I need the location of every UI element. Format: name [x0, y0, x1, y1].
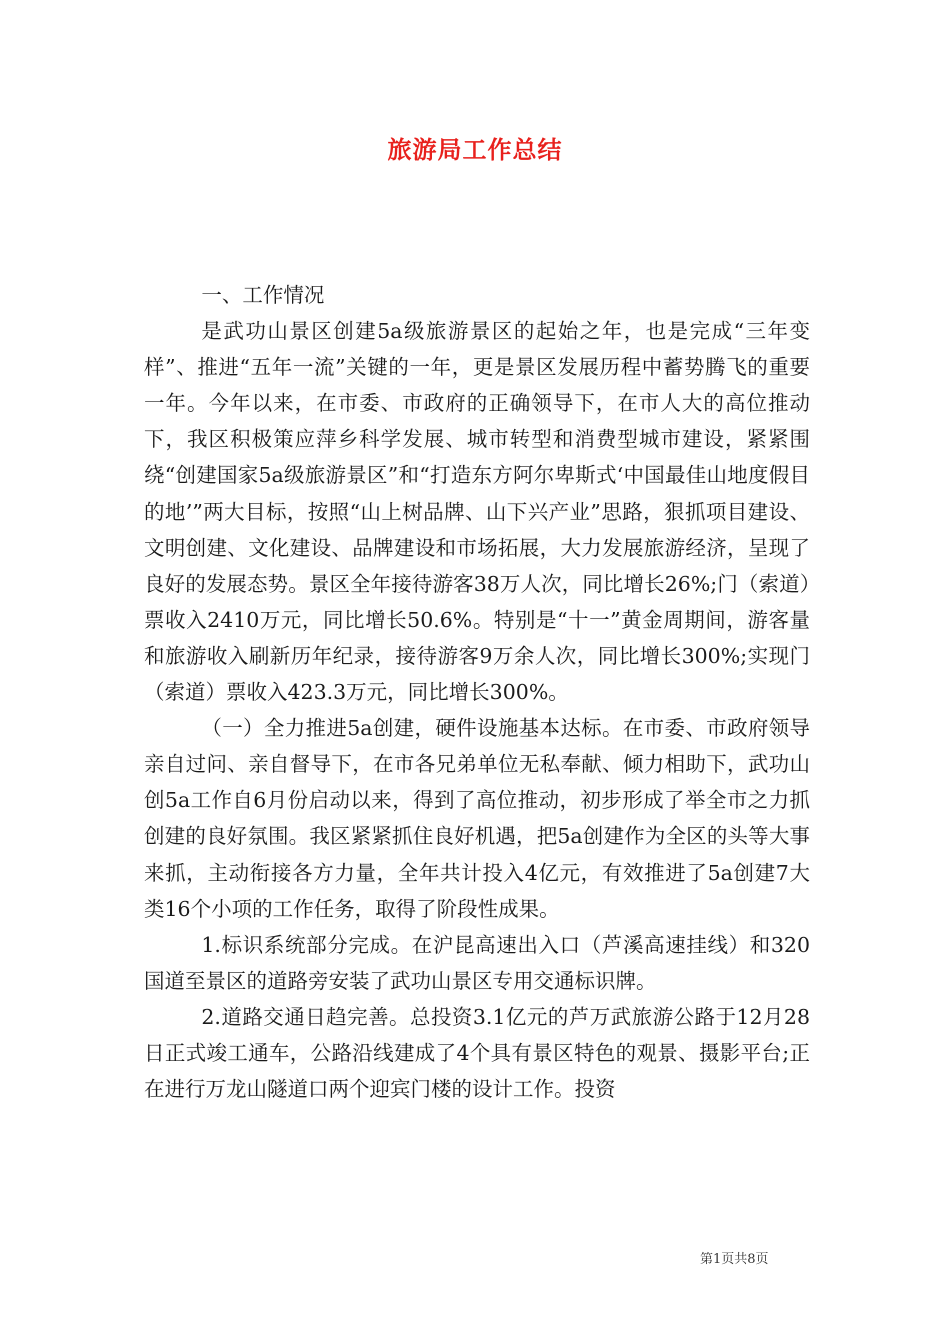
- page-number: 第1页共8页: [700, 1252, 769, 1267]
- document-body: [144, 277, 810, 1107]
- section-heading: 一、工作情况: [201, 283, 325, 307]
- paragraph-signage: 1.标识系统部分完成。在沪昆高速出入口（芦溪高速挂线）和320国道至景区的道路旁安装了武功山景区专用交通标识牌。: [144, 932, 810, 993]
- paragraph-overview: 是武功山景区创建5a级旅游景区的起始之年，也是完成“三年变样”、推进“五年一流”关键的一年，更是景区发展历程中蓄势腾飞的重要一年。今年以来，在市委、市政府的正确领导下，在市人大的高位推动下，我区积极策应萍乡科学发展、城市转型和消费型城市建设，紧紧围绕“创建国家5a级旅游景区”和“打造东方阿尔卑斯式‘中国最佳山地度假目的地’”两大目标，按照“山上树品牌、山下兴产业”思路，狠抓项目建设、文明创建、文化建设、品牌建设和市场拓展，大力发展旅游经济，呈现了良好的发展态势。景区全年接待游客38万人次，同比增长26%;门（索道）票收入2410万元，同比增长50.6%。特别是“十一”黄金周期间，游客量和旅游收入刷新历年纪录，接待游客9万余人次，同比增长300%;实现门（索道）票收入423.3万元，同比增长300%。: [144, 319, 810, 705]
- document-title: 旅游局工作总结: [387, 135, 563, 164]
- paragraph-roads: 2.道路交通日趋完善。总投资3.1亿元的芦万武旅游公路于12月28日正式竣工通车，公路沿线建成了4个具有景区特色的观景、摄影平台;正在进行万龙山隧道口两个迎宾门楼的设计工作。投资: [144, 1004, 810, 1102]
- paragraph-5a-creation: （一）全力推进5a创建，硬件设施基本达标。在市委、市政府领导亲自过问、亲自督导下，在市各兄弟单位无私奉献、倾力相助下，武功山创5a工作自6月份启动以来，得到了高位推动，初步形成了举全市之力抓创建的良好氛围。我区紧紧抓住良好机遇，把5a创建作为全区的头等大事来抓，主动衔接各方力量，全年共计投入4亿元，有效推进了5a创建7大类16个小项的工作任务，取得了阶段性成果。: [144, 716, 810, 921]
